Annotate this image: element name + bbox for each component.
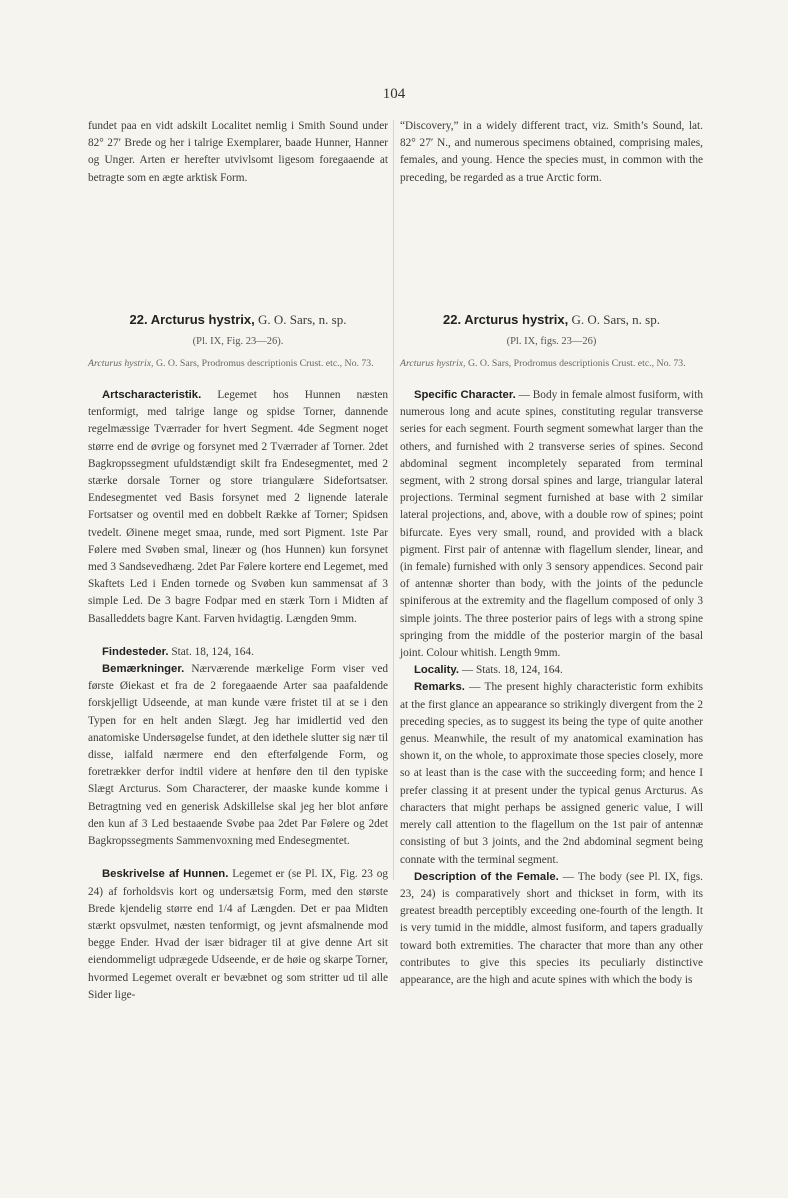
right-ref-source: G. O. Sars, Prodromus descriptionis Crust. etc., No. 73.: [467, 358, 686, 370]
right-locality-text: — Stats. 18, 124, 164.: [461, 664, 563, 677]
right-characteristics-text: — Body in female almost fusiform, with numerous long and acute spines, constituting regular transverse series for each segment. Fourth segment somewhat larger than the others, and furnished with 2 transverse series of spines. Second abdominal segment incompletely separated from terminal segment, with 2 strong dorsal spines and large, triangular lateral projections. Terminal segment furnished at base with 2 similar lateral projections, and, above, with a double row of spines; point bifurcate. Eyes very small, round, and provided with a black pigment. First pair of antennæ with flagellum slender, linear, and (in female) furnished with only 3 sensory appendices. Second pair of antennæ shorter than body, with the joints of the peduncle spiniferous at the extremity and the flagellum composed of only 3 simple joints. The three posterior pairs of legs with a strong spine springing from the middle of the posterior margin of the basal joint. Colour whitish. Length 9mm.: [400, 389, 703, 660]
right-characteristics-heading: Specific Character.: [414, 389, 516, 402]
left-localities-text: Stat. 18, 124, 164.: [171, 645, 254, 658]
left-remarks-text: Nærværende mærkelige Form viser ved første Øiekast et fra de 2 foregaaende Arter saa paafaldende forskjelligt Udseende, at man kunde være fristet til at se i den Typen for en helt anden Slægt. Jeg har imidlertid ved den anatomiske Undersøgelse fundet, at den idethele slutter sig nær til disse, ialfald nærmere end den efterfølgende Form, og foretrækker derfor indtil videre at henføre den til den typiske Slægt Arcturus. Som Characterer, der maaske kunde komme i Betragtning ved en generisk Adskillelse skal jeg her blot anføre den kun af 3 Led bestaaende Svøbe paa 2det Par Følere og 2det Bagkropssegments Sammenvoxning med Endesegmentet.: [88, 663, 388, 848]
right-column: [400, 118, 703, 989]
right-plate-reference: (Pl. IX, figs. 23—26): [506, 335, 597, 347]
right-species-name: 22. Arcturus hystrix,: [443, 311, 569, 327]
right-characteristics-paragraph: [400, 387, 703, 662]
right-description-text: — The body (see Pl. IX, figs. 23, 24) is comparatively short and thickset in form, with its greatest breadth perceptibly exceeding one-fourth of the length. It is very tumid in the middle, almost fusiform, and tapers gradually toward both extremities. The character that more than any other contributes to give this species its peculiarly distinctive appearance, are the high and acute spines with which the body is: [400, 870, 703, 986]
left-species-name: 22. Arcturus hystrix,: [129, 311, 255, 327]
left-intro-paragraph: fundet paa en vidt adskilt Localitet nemlig i Smith Sound under 82° 27′ Brede og her i talrige Exemplarer, baade Hunner, Hanner og Unger. Arten er herefter utvivlsomt ligesom foregaaende at betragte som en ægte arktisk Form.: [88, 120, 388, 184]
left-description-paragraph: [88, 866, 388, 1004]
left-description-text: Legemet er (se Pl. IX, Fig. 23 og 24) af forholdsvis kort og undersætsig Form, med den største Brede kjendelig større end 1/4 af Længden. Det er paa Midten stærkt opsvulmet, næsten tenformigt, og jevnt afsmalnende mod begge Ender. Hvad der især bidrager til at give denne Art sit eiendommeligt udprægede Udseende, er de høie og skarpe Torner, hvormed Legemet overalt er bevæbnet og som stritter ud til alle Sider lige-: [88, 868, 388, 1001]
right-species-title: [400, 311, 703, 329]
right-remarks-heading: Remarks.: [414, 681, 465, 694]
right-ref-species: Arcturus hystrix,: [400, 358, 466, 370]
page-number: 104: [382, 86, 406, 102]
right-remarks-paragraph: [400, 679, 703, 868]
left-remarks-paragraph: [88, 661, 388, 850]
left-plate-reference: (Pl. IX, Fig. 23—26).: [192, 335, 284, 347]
left-species-author: G. O. Sars, n. sp.: [258, 311, 347, 327]
right-intro-paragraph: “Discovery,” in a widely different tract, viz. Smith’s Sound, lat. 82° 27′ N., and numerous specimens obtained, comprising males, females, and young. Hence the species must, in common with the preceding, be regarded as a true Arctic form.: [400, 120, 703, 184]
left-species-title: [88, 311, 388, 329]
left-localities-heading: Findesteder.: [102, 645, 169, 658]
right-species-author: G. O. Sars, n. sp.: [571, 311, 660, 327]
left-ref-species: Arcturus hystrix,: [88, 358, 154, 370]
left-localities-paragraph: [88, 644, 388, 661]
right-locality-heading: Locality.: [414, 664, 459, 677]
column-divider: [393, 120, 394, 880]
right-description-paragraph: [400, 869, 703, 989]
left-characteristics-heading: Artscharacteristik.: [102, 389, 202, 402]
left-characteristics-paragraph: [88, 387, 388, 628]
left-characteristics-text: Legemet hos Hunnen næsten tenformigt, med talrige lange og spidse Torner, dannende regelmæssige Tværrader for hvert Segment. 4de Segment noget større end de øvrige og forsynet med 2 Tværrader af Torner. 2det Bagkropssegment ufuldstændigt skilt fra Endesegmentet, med 2 stærke dorsale Torner og store triangulære Sidefortsatser. Endesegmentet ved Basis forsynet med 2 lignende laterale Fortsatser og oventil med en dobbelt Række af Torner; Spidsen tvedelt. Øinene meget smaa, runde, med sort Pigment. 1ste Par Følere med Svøben smal, lineær og (hos Hunnen) kun forsynet med 3 Sandsevedhæng. 2det Par Følere kortere end Legemet, med Skaftets Led i Enden tornede og Svøben kun sammensat af 3 simple Led. De 3 bagre Fodpar med en stærk Torn i Midten af Basalleddets bagre Kant. Farven hvidagtig. Længden 9mm.: [88, 389, 388, 625]
left-literature-reference: [88, 356, 388, 371]
left-ref-source: G. O. Sars, Prodromus descriptionis Crust. etc., No. 73.: [155, 358, 374, 370]
left-column: [88, 118, 388, 1004]
left-description-heading: Beskrivelse af Hunnen.: [102, 868, 229, 881]
right-locality-paragraph: [400, 662, 703, 679]
right-literature-reference: [400, 356, 703, 371]
right-remarks-text: — The present highly characteristic form exhibits at the first glance an appearance so strikingly divergent from the 2 preceding species, as to suggest its being the type of quite another genus. Meanwhile, the result of my anatomical examination has shown it, on the whole, to approximate those species closely, more so at least than is the case with the succeeding form; and hence I prefer classing it at present under the typical genus Arcturus. As characters that might perhaps be assigned generic value, I will merely call attention to the flagellum on the 1st pair of antennæ consisting of but 3 joints, and the 2nd abdominal segment being connate with the terminal segment.: [400, 681, 703, 866]
left-remarks-heading: Bemærkninger.: [102, 663, 185, 676]
right-description-heading: Description of the Female.: [414, 870, 559, 883]
